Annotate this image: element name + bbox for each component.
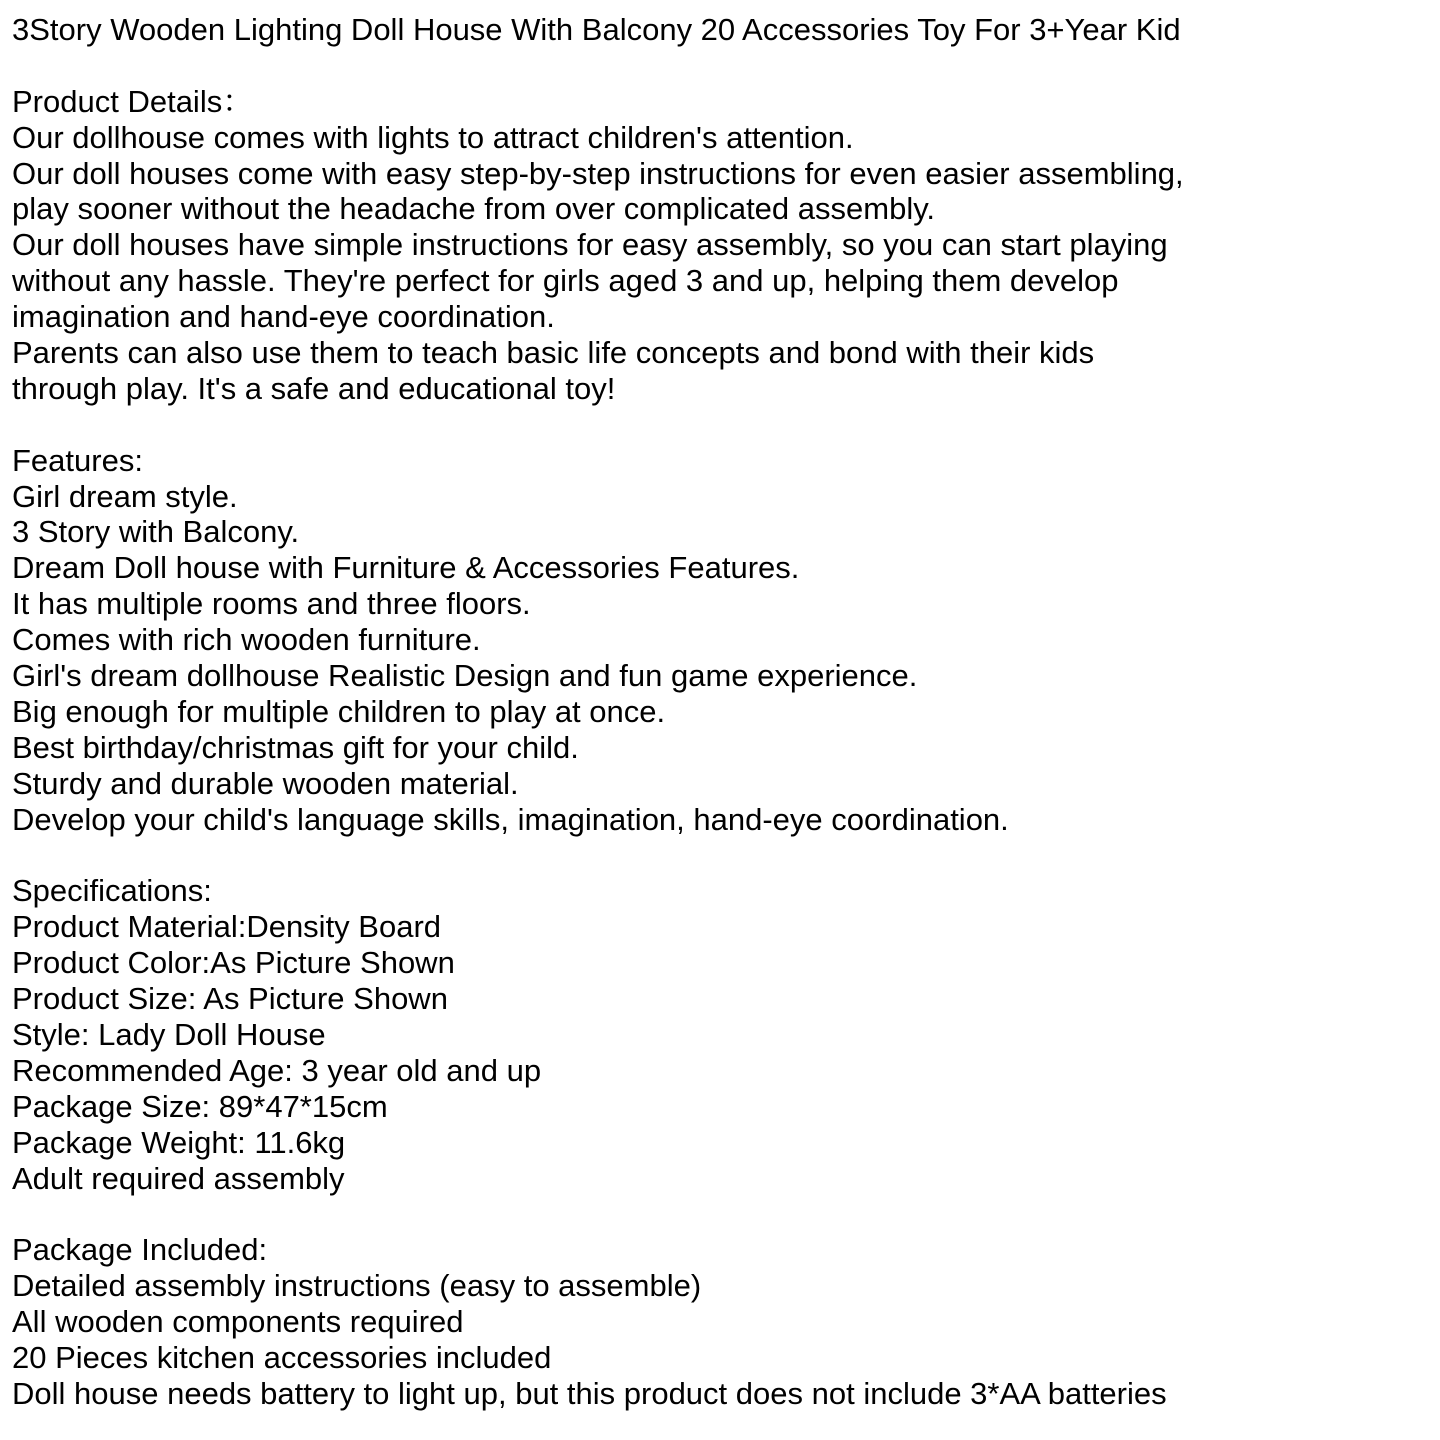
feature-item: Girl dream style. [12, 478, 238, 514]
package-included-heading: Package Included: [12, 1232, 268, 1268]
feature-item: Develop your child's language skills, imagination, hand-eye coordination. [12, 801, 1009, 837]
product-details-line: play sooner without the headache from over complicated assembly. [12, 191, 936, 227]
spacer [12, 1196, 1428, 1232]
product-details-line: Parents can also use them to teach basic life concepts and bond with their kids [12, 335, 1095, 371]
product-details-line: Our dollhouse comes with lights to attract children's attention. [12, 119, 854, 155]
feature-item: Girl's dream dollhouse Realistic Design and fun game experience. [12, 658, 918, 694]
features-heading: Features: [12, 442, 143, 478]
specification-item: Recommended Age: 3 year old and up [12, 1052, 542, 1088]
specification-item: Product Color:As Picture Shown [12, 945, 455, 981]
product-details-section [12, 84, 1428, 407]
feature-item: 3 Story with Balcony. [12, 514, 300, 550]
package-item: All wooden components required [12, 1304, 464, 1340]
features-section [12, 443, 1428, 838]
product-details-line: through play. It's a safe and educational toy! [12, 370, 616, 406]
spacer [12, 407, 1428, 443]
package-item: Detailed assembly instructions (easy to assemble) [12, 1268, 702, 1304]
specification-item: Product Material:Density Board [12, 909, 442, 945]
feature-item: Comes with rich wooden furniture. [12, 622, 481, 658]
package-item: Doll house needs battery to light up, but this product does not include 3*AA batteries [12, 1375, 1167, 1411]
specification-item: Package Size: 89*47*15cm [12, 1088, 388, 1124]
feature-item: Dream Doll house with Furniture & Accessories Features. [12, 550, 800, 586]
product-details-line: without any hassle. They're perfect for girls aged 3 and up, helping them develop [12, 263, 1119, 299]
product-details-line: Our doll houses come with easy step-by-step instructions for even easier assembling, [12, 155, 1184, 191]
product-details-line: imagination and hand-eye coordination. [12, 299, 555, 335]
specifications-heading: Specifications: [12, 873, 212, 909]
spacer [12, 837, 1428, 873]
feature-item: It has multiple rooms and three floors. [12, 586, 531, 622]
package-included-section [12, 1232, 1428, 1411]
product-details-line: Our doll houses have simple instructions for easy assembly, so you can start playing [12, 227, 1168, 263]
specification-item: Style: Lady Doll House [12, 1016, 326, 1052]
feature-item: Best birthday/christmas gift for your child. [12, 729, 579, 765]
specification-item: Product Size: As Picture Shown [12, 981, 448, 1017]
feature-item: Sturdy and durable wooden material. [12, 765, 519, 801]
product-details-heading: Product Details： [12, 83, 254, 119]
package-item: 20 Pieces kitchen accessories included [12, 1339, 552, 1375]
specification-item: Adult required assembly [12, 1160, 345, 1196]
specification-item: Package Weight: 11.6kg [12, 1124, 346, 1160]
product-title: 3Story Wooden Lighting Doll House With Balcony 20 Accessories Toy For 3+Year Kid [12, 12, 1181, 47]
feature-item: Big enough for multiple children to play at once. [12, 693, 666, 729]
spacer [12, 48, 1428, 84]
product-description [12, 12, 1428, 1412]
specifications-section [12, 873, 1428, 1196]
